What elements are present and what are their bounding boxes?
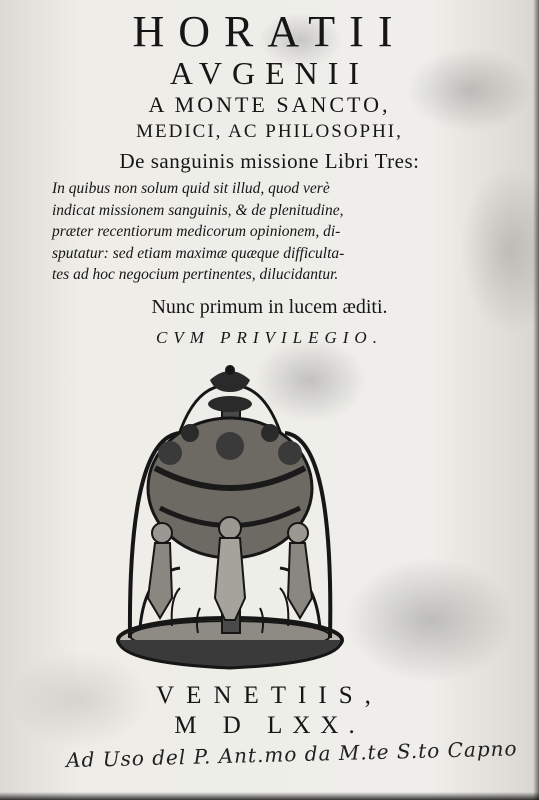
author-last-name: AVGENII — [169, 55, 370, 91]
author-first-name: HORATII — [132, 7, 407, 56]
description-line: sputatur: sed etiam maximæ quæque difficulta- — [52, 244, 345, 262]
work-title: De sanguinis missione Libri Tres: — [119, 149, 420, 173]
imprint-year: M D LXX. — [174, 712, 365, 739]
imprint-city: VENETIIS, — [156, 682, 383, 709]
description-line: præter recentiorum medicorum opinionem, di- — [52, 223, 341, 240]
description-line: tes ad hoc negocium pertinentes, dilucidantur. — [52, 266, 339, 283]
author-profession: MEDICI, AC PHILOSOPHI, — [136, 121, 403, 142]
edition-note: Nunc primum in lucem æditi. — [151, 296, 388, 318]
author-origin: A MONTE SANCTO, — [148, 92, 391, 117]
page-bottom-shadow — [0, 792, 539, 800]
fountain-woodcut-icon — [100, 358, 370, 688]
description-line: indicat missionem sanguinis, & de plenitudine, — [52, 201, 344, 219]
privilege-line: CVM PRIVILEGIO. — [156, 328, 383, 347]
description-block — [52, 178, 492, 286]
page-edge-shadow — [533, 0, 539, 800]
description-line: In quibus non solum quid sit illud, quod verè — [52, 180, 330, 197]
handwritten-inscription: Ad Uso del P. Ant.mo da M.te S.to Capno — [65, 736, 518, 773]
